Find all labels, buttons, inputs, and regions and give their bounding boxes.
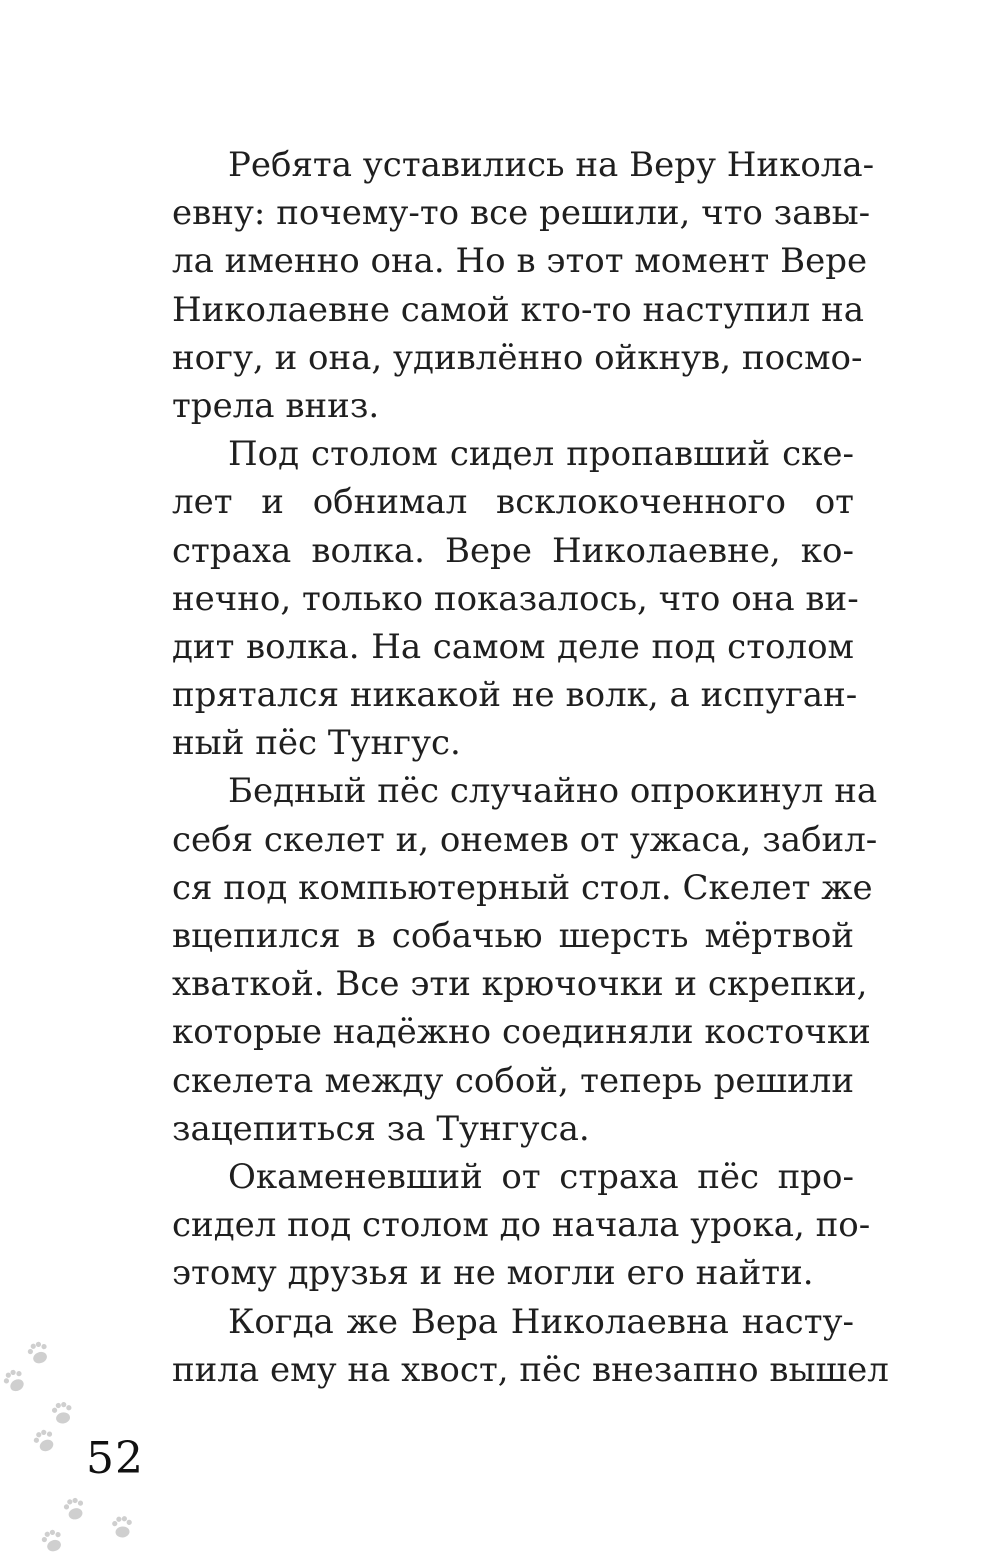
text-line: Ребята уставились на Веру Никола- [228, 145, 875, 185]
text-line: дит волка. На самом деле под столом [172, 626, 854, 667]
text-line: хваткой. Все эти крючочки и скрепки, [172, 964, 868, 1005]
text-line: которые надёжно соединяли косточки [172, 1012, 871, 1053]
text-line: прятался никакой не волк, а испуган- [172, 675, 858, 716]
text-line: ногу, и она, удивлённо ойкнув, посмо- [172, 337, 863, 378]
text-line: этому друзья и не могли его найти. [172, 1253, 814, 1294]
text-line: страха волка. Вере Николаевне, ко- [172, 530, 854, 571]
text-line: Когда же Вера Николаевна насту- [228, 1301, 854, 1342]
text-line: нечно, только показалось, что она ви- [172, 578, 859, 619]
text-line: Бедный пёс случайно опрокинул на [228, 771, 878, 812]
text-line: скелета между собой, теперь решили [172, 1060, 854, 1101]
text-line: Под столом сидел пропавший ске- [228, 434, 854, 475]
text-line: Николаевне самой кто-то наступил на [172, 289, 865, 330]
page-number: 52 [86, 1433, 144, 1484]
body-text [172, 141, 889, 1394]
text-line: ный пёс Тунгус. [172, 723, 461, 764]
text-line: Окаменевший от страха пёс про- [228, 1156, 854, 1197]
text-line: зацепиться за Тунгуса. [172, 1108, 590, 1149]
text-line: евну: почему-то все решили, что завы- [172, 193, 871, 234]
text-line: вцепился в собачью шерсть мёртвой [172, 916, 854, 956]
text-line: сидел под столом до начала урока, по- [172, 1205, 871, 1246]
text-line: ла именно она. Но в этот момент Вере [172, 241, 868, 282]
text-line: трела вниз. [172, 385, 380, 426]
text-line: себя скелет и, онемев от ужаса, забил- [172, 819, 878, 860]
text-line: пила ему на хвост, пёс внезапно вышел [172, 1349, 889, 1390]
text-line: ся под компьютерный стол. Скелет же [172, 867, 873, 908]
text-line: лет и обнимал всклокоченного от [172, 482, 854, 523]
